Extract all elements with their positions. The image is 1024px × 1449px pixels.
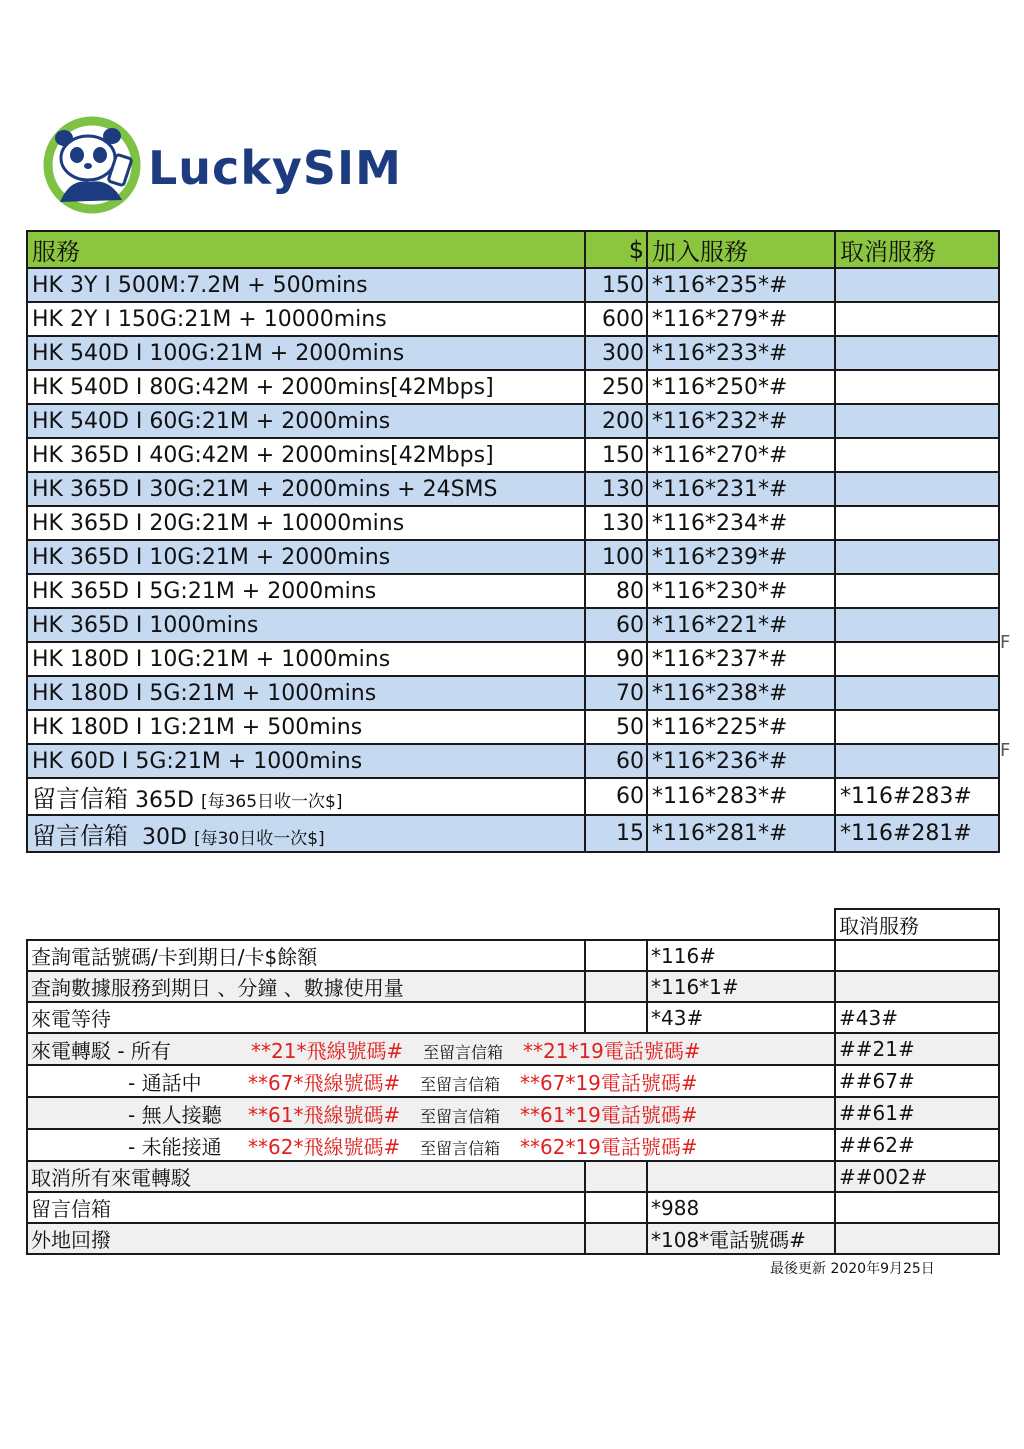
table-row [27, 472, 999, 506]
plan-name: HK 180D I 1G:21M + 500mins [27, 710, 585, 744]
price-cell: 130 [585, 472, 647, 506]
price-cell: 50 [585, 710, 647, 744]
forward-voicemail-code: **67*19電話號碼# [520, 1070, 698, 1095]
join-code: *116*230*# [647, 574, 835, 608]
side-mark: F [1000, 632, 1011, 653]
cancel-code [835, 370, 999, 404]
cancel-code [835, 710, 999, 744]
join-code: *116*283*# [647, 778, 835, 815]
service-label: 留言信箱 [27, 1192, 585, 1223]
join-code: *116*235*# [647, 268, 835, 302]
price-cell: 60 [585, 778, 647, 815]
cancel-code: ##62# [835, 1129, 999, 1161]
services-table [26, 908, 1000, 1255]
plan-name: HK 180D I 10G:21M + 1000mins [27, 642, 585, 676]
side-mark: F [1000, 740, 1011, 761]
table-row [27, 778, 999, 815]
plans-table [26, 230, 1000, 853]
plan-name: HK 180D I 5G:21M + 1000mins [27, 676, 585, 710]
cancel-code: ##67# [835, 1065, 999, 1097]
price-cell: 100 [585, 540, 647, 574]
table-row [27, 676, 999, 710]
price-cell: 90 [585, 642, 647, 676]
table-row [27, 815, 999, 852]
price-cell: 250 [585, 370, 647, 404]
cancel-code [835, 940, 999, 971]
forward-label: - 無人接聽 [128, 1102, 222, 1127]
join-code: *116*238*# [647, 676, 835, 710]
cancel-code [835, 676, 999, 710]
price-cell: 70 [585, 676, 647, 710]
brand-name: LuckySIM [148, 141, 402, 195]
voicemail-label: 留言信箱 [32, 822, 128, 850]
cancel-code: ##21# [835, 1033, 999, 1065]
cancel-code [835, 472, 999, 506]
plan-name: HK 2Y I 150G:21M + 10000mins [27, 302, 585, 336]
price-cell: 150 [585, 438, 647, 472]
cancel-code: *116#283# [835, 778, 999, 815]
table-row [27, 506, 999, 540]
join-code: *116*237*# [647, 642, 835, 676]
table-row [27, 642, 999, 676]
service-label: 外地回撥 [27, 1223, 585, 1254]
service-code: *988 [647, 1192, 835, 1223]
plan-name: HK 540D I 60G:21M + 2000mins [27, 404, 585, 438]
price-cell: 80 [585, 574, 647, 608]
join-code: *116*234*# [647, 506, 835, 540]
cancel-code [835, 540, 999, 574]
cancel-code [835, 642, 999, 676]
header-cancel: 取消服務 [835, 909, 999, 940]
table-row [27, 940, 999, 971]
cancel-code [835, 1192, 999, 1223]
cancel-code [835, 302, 999, 336]
service-code: *116*1# [647, 971, 835, 1002]
table-row [27, 540, 999, 574]
cancel-code [835, 268, 999, 302]
join-code: *116*225*# [647, 710, 835, 744]
forward-voicemail-code: **21*19電話號碼# [523, 1038, 701, 1063]
join-code: *116*236*# [647, 744, 835, 778]
table-row [27, 744, 999, 778]
voicemail-note: [每365日收一次$] [200, 792, 343, 812]
forward-label: 來電轉駁 - 所有 [31, 1038, 171, 1063]
forward-label: - 通話中 [128, 1070, 202, 1095]
services-header-row [27, 909, 999, 940]
cancel-code [835, 438, 999, 472]
cancel-code [835, 971, 999, 1002]
forward-code: **62*飛線號碼# [248, 1134, 401, 1159]
plan-name: HK 365D I 40G:42M + 2000mins[42Mbps] [27, 438, 585, 472]
voicemail-label: 留言信箱 [32, 785, 128, 813]
header-price: $ [585, 231, 647, 268]
plan-name: HK 365D I 1000mins [27, 608, 585, 642]
plan-name: HK 365D I 5G:21M + 2000mins [27, 574, 585, 608]
table-row [27, 268, 999, 302]
cancel-code: ##61# [835, 1097, 999, 1129]
plan-name: HK 540D I 100G:21M + 2000mins [27, 336, 585, 370]
forward-voicemail-code: **61*19電話號碼# [520, 1102, 698, 1127]
panda-phone-icon [40, 112, 150, 217]
cancel-code [835, 336, 999, 370]
cancel-code: ##002# [835, 1161, 999, 1192]
service-code [647, 1161, 835, 1192]
plan-name: HK 3Y I 500M:7.2M + 500mins [27, 268, 585, 302]
table-row [27, 1097, 999, 1129]
table-row [27, 608, 999, 642]
table-row [27, 302, 999, 336]
forward-label: - 未能接通 [128, 1134, 222, 1159]
join-code: *116*250*# [647, 370, 835, 404]
forward-code: **61*飛線號碼# [248, 1102, 401, 1127]
join-code: *116*281*# [647, 815, 835, 852]
forward-code: **67*飛線號碼# [248, 1070, 401, 1095]
price-cell: 60 [585, 744, 647, 778]
plan-name: HK 365D I 30G:21M + 2000mins + 24SMS [27, 472, 585, 506]
plans-header-row [27, 231, 999, 268]
cancel-code [835, 574, 999, 608]
plan-name: HK 365D I 20G:21M + 10000mins [27, 506, 585, 540]
forward-mid-label: 至留言信箱 [420, 1074, 501, 1094]
header-join: 加入服務 [647, 231, 835, 268]
table-row [27, 971, 999, 1002]
service-label: 查詢數據服務到期日 、分鐘 、數據使用量 [27, 971, 585, 1002]
plan-name: HK 365D I 10G:21M + 2000mins [27, 540, 585, 574]
cancel-code [835, 608, 999, 642]
join-code: *116*279*# [647, 302, 835, 336]
price-cell: 130 [585, 506, 647, 540]
table-row [27, 1129, 999, 1161]
price-cell: 200 [585, 404, 647, 438]
plan-name: HK 60D I 5G:21M + 1000mins [27, 744, 585, 778]
join-code: *116*233*# [647, 336, 835, 370]
forward-code: **21*飛線號碼# [251, 1038, 404, 1063]
table-row [27, 1002, 999, 1033]
service-label: 取消所有來電轉駁 [27, 1161, 585, 1192]
table-row [27, 1192, 999, 1223]
voicemail-days: 30D [142, 825, 187, 850]
join-code: *116*270*# [647, 438, 835, 472]
join-code: *116*232*# [647, 404, 835, 438]
table-row [27, 370, 999, 404]
forward-mid-label: 至留言信箱 [423, 1042, 504, 1062]
voicemail-note: [每30日收一次$] [193, 829, 325, 849]
cancel-code [835, 1223, 999, 1254]
price-cell: 15 [585, 815, 647, 852]
join-code: *116*221*# [647, 608, 835, 642]
table-row [27, 710, 999, 744]
table-row [27, 438, 999, 472]
price-cell: 150 [585, 268, 647, 302]
header-cancel: 取消服務 [835, 231, 999, 268]
table-row [27, 1223, 999, 1254]
cancel-code [835, 404, 999, 438]
cancel-code: #43# [835, 1002, 999, 1033]
service-code: *108*電話號碼# [647, 1223, 835, 1254]
cancel-code [835, 506, 999, 540]
join-code: *116*239*# [647, 540, 835, 574]
service-code: *116# [647, 940, 835, 971]
table-row [27, 1161, 999, 1192]
header-service: 服務 [27, 231, 585, 268]
table-row [27, 404, 999, 438]
forward-mid-label: 至留言信箱 [420, 1106, 501, 1126]
table-row [27, 574, 999, 608]
table-row [27, 336, 999, 370]
last-updated: 最後更新 2020年9月25日 [770, 1261, 935, 1277]
join-code: *116*231*# [647, 472, 835, 506]
price-cell: 600 [585, 302, 647, 336]
cancel-code [835, 744, 999, 778]
cancel-code: *116#281# [835, 815, 999, 852]
forward-mid-label: 至留言信箱 [420, 1138, 501, 1158]
service-label: 來電等待 [27, 1002, 585, 1033]
table-row [27, 1065, 999, 1097]
plan-name: HK 540D I 80G:42M + 2000mins[42Mbps] [27, 370, 585, 404]
price-cell: 300 [585, 336, 647, 370]
table-row [27, 1033, 999, 1065]
service-code: *43# [647, 1002, 835, 1033]
forward-voicemail-code: **62*19電話號碼# [520, 1134, 698, 1159]
price-cell: 60 [585, 608, 647, 642]
service-label: 查詢電話號碼/卡到期日/卡$餘額 [27, 940, 585, 971]
voicemail-days: 365D [135, 788, 194, 813]
